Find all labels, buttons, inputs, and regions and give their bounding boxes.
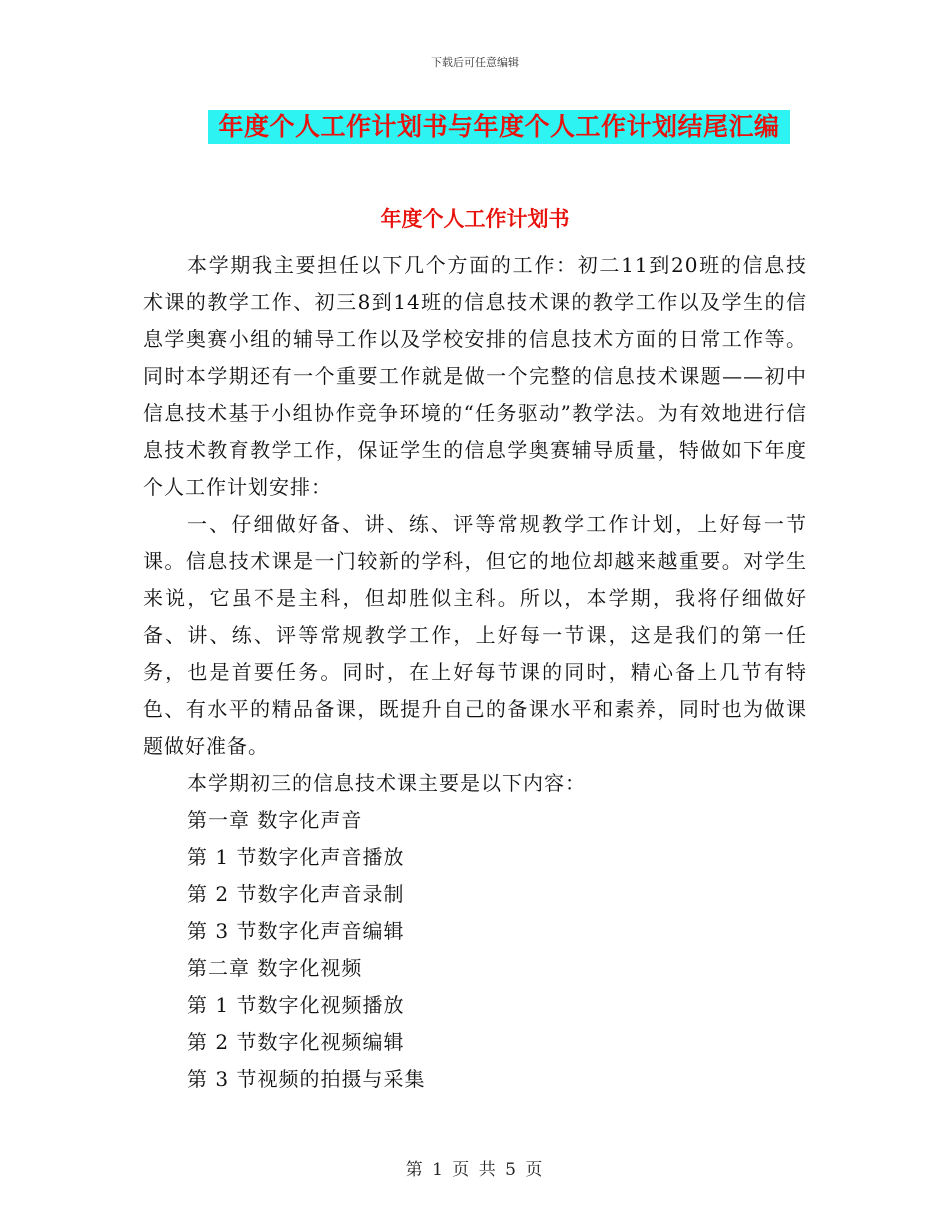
list-item: 第 1 节数字化视频播放 [187,993,405,1017]
paragraph-item-one: 一、仔细做好备、讲、练、评等常规教学工作计划，上好每一节课。信息技术课是一门较新的学科，但它的地位却越来越重要。对学生来说，它虽不是主科，但却胜似主科。所以，本学期，我将仔细做好备、讲、练、评等常规教学工作，上好每一节课，这是我们的第一任务，也是首要任务。同时，在上好每节课的同时，精心备上几节有特色、有水平的精品备课，既提升自己的备课水平和素养，同时也为做课题做好准备。 [143,512,807,758]
list-item: 第一章 数字化声音 [187,808,363,832]
list-item: 第 2 节数字化视频编辑 [187,1030,405,1054]
list-item: 第 3 节数字化声音编辑 [187,919,405,943]
main-title: 年度个人工作计划书与年度个人工作计划结尾汇编 [218,112,780,141]
header-note: 下载后可任意编辑 [431,56,519,69]
main-title-highlight [208,110,790,144]
list-item: 第二章 数字化视频 [187,956,363,980]
page-number-footer: 第 1 页 共 5 页 [405,1160,545,1180]
list-intro: 本学期初三的信息技术课主要是以下内容： [187,771,586,795]
list-item: 第 2 节数字化声音录制 [187,882,405,906]
paragraph-intro: 本学期我主要担任以下几个方面的工作：初二11到20班的信息技术课的教学工作、初三8到14班的信息技术课的教学工作以及学生的信息学奥赛小组的辅导工作以及学校安排的信息技术方面的日常工作等。同时本学期还有一个重要工作就是做一个完整的信息技术课题——初中信息技术基于小组协作竞争环境的“任务驱动”教学法。为有效地进行信息技术教育教学工作，保证学生的信息学奥赛辅导质量，特做如下年度个人工作计划安排： [143,253,807,499]
list-item: 第 1 节数字化声音播放 [187,845,405,869]
list-item: 第 3 节视频的拍摄与采集 [187,1067,426,1091]
document-body [143,247,807,1098]
section-title: 年度个人工作计划书 [380,207,570,231]
